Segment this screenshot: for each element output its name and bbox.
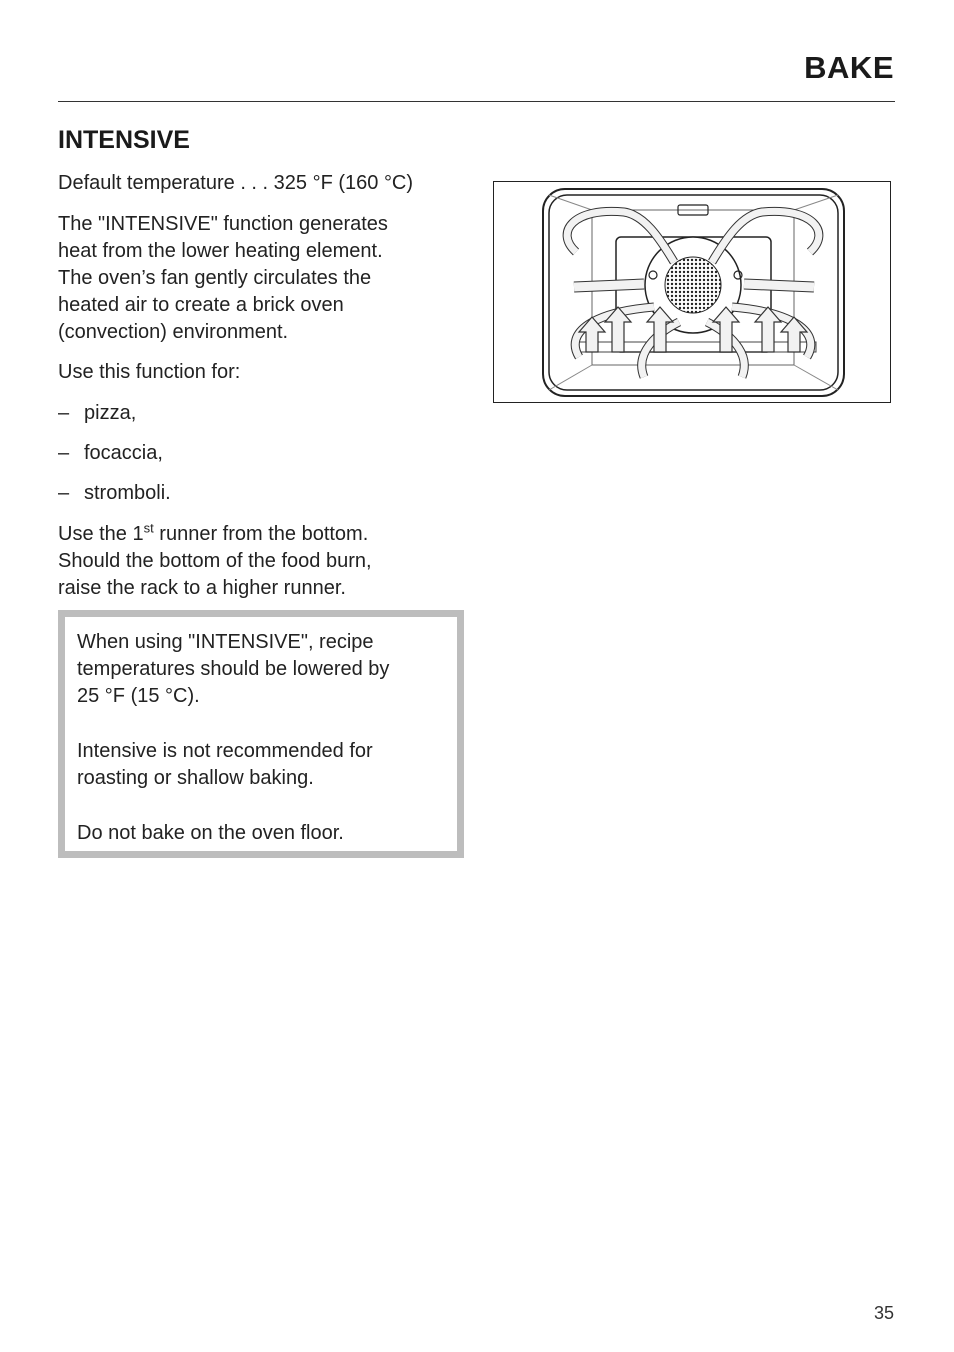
list-item-text: pizza, <box>84 402 137 424</box>
use-for-label: Use this function for: <box>58 361 241 383</box>
note-line: Intensive is not recommended for <box>77 740 373 762</box>
note-paragraph <box>77 738 447 792</box>
list-item <box>58 400 136 427</box>
note-line: roasting or shallow baking. <box>77 767 314 789</box>
note-paragraph <box>77 629 447 710</box>
list-item-text: stromboli. <box>84 482 171 504</box>
note-line: Do not bake on the oven floor. <box>77 822 344 844</box>
runner-paragraph <box>58 521 468 602</box>
description-line: The oven’s fan gently circulates the <box>58 267 372 289</box>
runner-line <box>58 521 468 548</box>
list-item <box>58 480 171 507</box>
oven-convection-airflow-icon <box>494 182 892 404</box>
runner-line: raise the rack to a higher runner. <box>58 577 346 599</box>
note-line: When using "INTENSIVE", recipe <box>77 631 374 653</box>
note-box <box>58 610 464 858</box>
runner-post: runner from the bottom. <box>153 523 369 545</box>
oven-figure <box>493 181 891 403</box>
header-rule <box>58 101 895 102</box>
runner-line: Should the bottom of the food burn, <box>58 550 372 572</box>
list-item-text: focaccia, <box>84 442 163 464</box>
default-temperature: Default temperature . . . 325 °F (160 °C) <box>58 172 414 194</box>
note-paragraph <box>77 820 447 847</box>
runner-pre: Use the 1 <box>58 523 144 545</box>
description-line: (convection) environment. <box>58 321 289 343</box>
list-dash: – <box>58 402 70 424</box>
note-line: 25 °F (15 °C). <box>77 685 200 707</box>
runner-superscript: st <box>143 520 154 536</box>
section-title: INTENSIVE <box>58 126 190 154</box>
description-line: heat from the lower heating element. <box>58 240 383 262</box>
description-paragraph <box>58 211 468 346</box>
list-dash: – <box>58 482 70 504</box>
list-dash: – <box>58 442 70 464</box>
note-line: temperatures should be lowered by <box>77 658 390 680</box>
description-line: The "INTENSIVE" function generates <box>58 213 388 235</box>
page-header-title: BAKE <box>804 50 894 85</box>
description-line: heated air to create a brick oven <box>58 294 344 316</box>
list-item <box>58 440 163 467</box>
page-number: 35 <box>873 1303 894 1323</box>
